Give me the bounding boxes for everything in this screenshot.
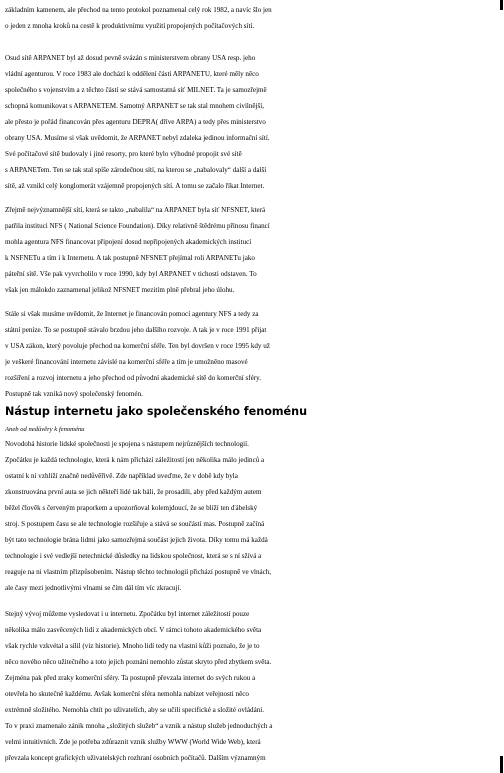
section-heading: Nástup internetu jako společenského fenoménu <box>5 405 308 418</box>
text-line: obrany USA. Musíme si však uvědomit, že ARPANET nebyl zdaleka jedinou informační sítí. <box>5 134 270 142</box>
text-line: páteřní sítě. Vše pak vyvrcholilo v roce 1990, kdy byl ARPANET v tichosti odstaven. To <box>5 270 257 278</box>
text-line: však rychle vzkvétal a sílil (viz historie). Mnoho lidí tedy na vlastní kůži poznalo, že je to <box>5 642 260 650</box>
paragraph-arpanet-milnet <box>5 50 501 194</box>
text-line: Zejména pak před zraky komerční sféry. Ta postupně převzala internet do svých rukou a <box>5 674 256 682</box>
paragraph-nfsnet <box>5 202 501 298</box>
text-line: k NSFNETu a tím i k Internetu. A tak postupně NFSNET přejímal roli ARPANETu jako <box>5 254 255 262</box>
text-line: ale časy mezi jednotlivými vlnami se čím dál tím víc zkracují. <box>5 584 182 592</box>
text-line: velmi intuitivních. Zde je potřeba zdůraznit vznik služby WWW (World Wide Web), která <box>5 738 261 746</box>
text-line: otevřela ho skutečně každému. Avšak komerční sféra nemohla nabízet veřejnosti něco <box>5 690 249 698</box>
text-line: stroj. S postupem času se ale technologie rozšiřuje a stává se součástí mas. Postupně začíná <box>5 520 265 528</box>
text-line: však jen málokdo zaznamenal jelikož NFSNET mezitím plně přebral jeho úlohu. <box>5 286 235 294</box>
text-line: běžel člověk s červeným praporkem a upozorňoval kolemjdoucí, že se blíží ten ďábelský <box>5 504 258 512</box>
text-line: základním kamenem, ale přechod na tento protokol poznamenal celý rok 1982, a navíc šlo jen <box>5 6 272 14</box>
text-line: reaguje na ni vlastním přizpůsobením. Nástup těchto technologií přichází postupně ve vlnách, <box>5 568 272 576</box>
text-line: ostatní k ní vzhlíží značně nedůvěřivě. Zde například uveďme, že v době kdy byla <box>5 472 238 480</box>
paragraph-technology <box>5 436 501 596</box>
text-line: ale přesto je pořád financován přes agenturu DEPRA( dříve ARPA) a tedy přes ministerstvo <box>5 118 266 126</box>
section-subheading: Aneb od nedůvěry k fenoménu <box>5 426 85 433</box>
text-line: Zřejmě nejvýznamnější sítí, která se takto „nabalila“ na ARPANET byla síť NFSNET, která <box>5 206 266 214</box>
text-line: je veškeré financování internetu závislé na komerční sféře a tím je umožněno masové <box>5 358 248 366</box>
paragraph-intro <box>5 2 501 34</box>
text-line: převzala koncept grafických uživatelských rozhraní osobních počítačů. Dalším významným <box>5 754 266 762</box>
text-line: Postupně tak vzniká nový společenský fenomén. <box>5 390 143 398</box>
text-line: schopná komunikovat s ARPANETEM. Samotný ARPANET se tak stal mnohem civilnější, <box>5 102 265 110</box>
text-line: Své počítačové sítě budovaly i jiné resorty, pro které bylo výhodné propojit své sítě <box>5 150 242 158</box>
text-line: vládní agenturou. V roce 1983 ale dochází k oddělení části ARPANETU, které měly něco <box>5 70 259 78</box>
paragraph-commercial <box>5 306 501 402</box>
text-line: patřila instituci NFS ( National Science Foundation). Díky relativně štědrému přínosu financí <box>5 222 270 230</box>
text-line: společného s vojenstvím a z těchto částí se stává samostatná síť MILNET. Ta je samozřejmě <box>5 86 267 94</box>
text-line: zkonstruována první auta se jich někteří lidé tak báli, že prosadili, aby před každým autem <box>5 488 262 496</box>
text-line: něco nového něco užitečného a toto jejich poznání nemohlo zůstat skryto před zbytkem světa. <box>5 658 272 666</box>
text-line: Osud sítě ARPANET byl až dosud pevně svázán s ministerstvem obrany USA resp. jeho <box>5 54 256 62</box>
text-line: extrémně složitého. Nemohla chtít po uživatelích, aby se učili specifické a složité ovládání. <box>5 706 265 714</box>
text-line: Novodobá historie lidské společnosti je spojena s nástupem nejrůznějších technologií. <box>5 440 249 448</box>
text-line: v USA zákon, který povoluje přechod na komerční sféře. Ten byl dovršen v roce 1995 kdy už <box>5 342 270 350</box>
text-line: státní peníze. To se postupně stávalo brzdou jeho dalšího rozvoje. A tak je v roce 1991 přijat <box>5 326 267 334</box>
paragraph-internet-evolution <box>5 606 501 766</box>
page-edge-mark <box>500 756 503 773</box>
text-line: Stále si však musíme uvědomit, že Internet je financován pomocí agentury NFS a tedy za <box>5 310 259 318</box>
text-line: To v praxi znamenalo zánik mnoha „složitých služeb“ a vznik a nástup služeb jednoduchých a <box>5 722 273 730</box>
text-line: sítě, až vznikl celý konglomerát vzájemně propojených sítí. A tomu se začalo říkat Internet. <box>5 182 265 190</box>
text-line: několika málo zasvěcených lidí z akademických obcí. V rámci tohoto akademického světa <box>5 626 262 634</box>
page-edge-mark <box>500 0 503 10</box>
text-line: technologie i své vedlejší netechnické důsledky na lidskou společnost, která se s ní sžívá a <box>5 552 262 560</box>
text-line: s ARPANETem. Ten se tak stal spíše zárodečnou sítí, na kterou se „nabalovaly“ další a další <box>5 166 267 174</box>
text-line: být tato technologie brána lidmi jako samozřejmá součást jejich života. Díky tomu má každá <box>5 536 268 544</box>
text-line: rozšíření a rozvoj internetu a jeho přechod od původní akademické sítě do komerční sféry. <box>5 374 262 382</box>
text-line: Zpočátku je každá technologie, která k nám přichází záležitostí jen několika málo jedinců a <box>5 456 265 464</box>
text-line: Stejný vývoj můžeme vysledovat i u internetu. Zpočátku byl internet záležitostí pouze <box>5 610 250 618</box>
text-line: mohla agentura NFS financovat připojení dosud nepřipojených akademických institucí <box>5 238 252 246</box>
text-line: o jeden z mnoha kroků na cestě k produktivnímu využití propojených počítačových sítí. <box>5 22 255 30</box>
